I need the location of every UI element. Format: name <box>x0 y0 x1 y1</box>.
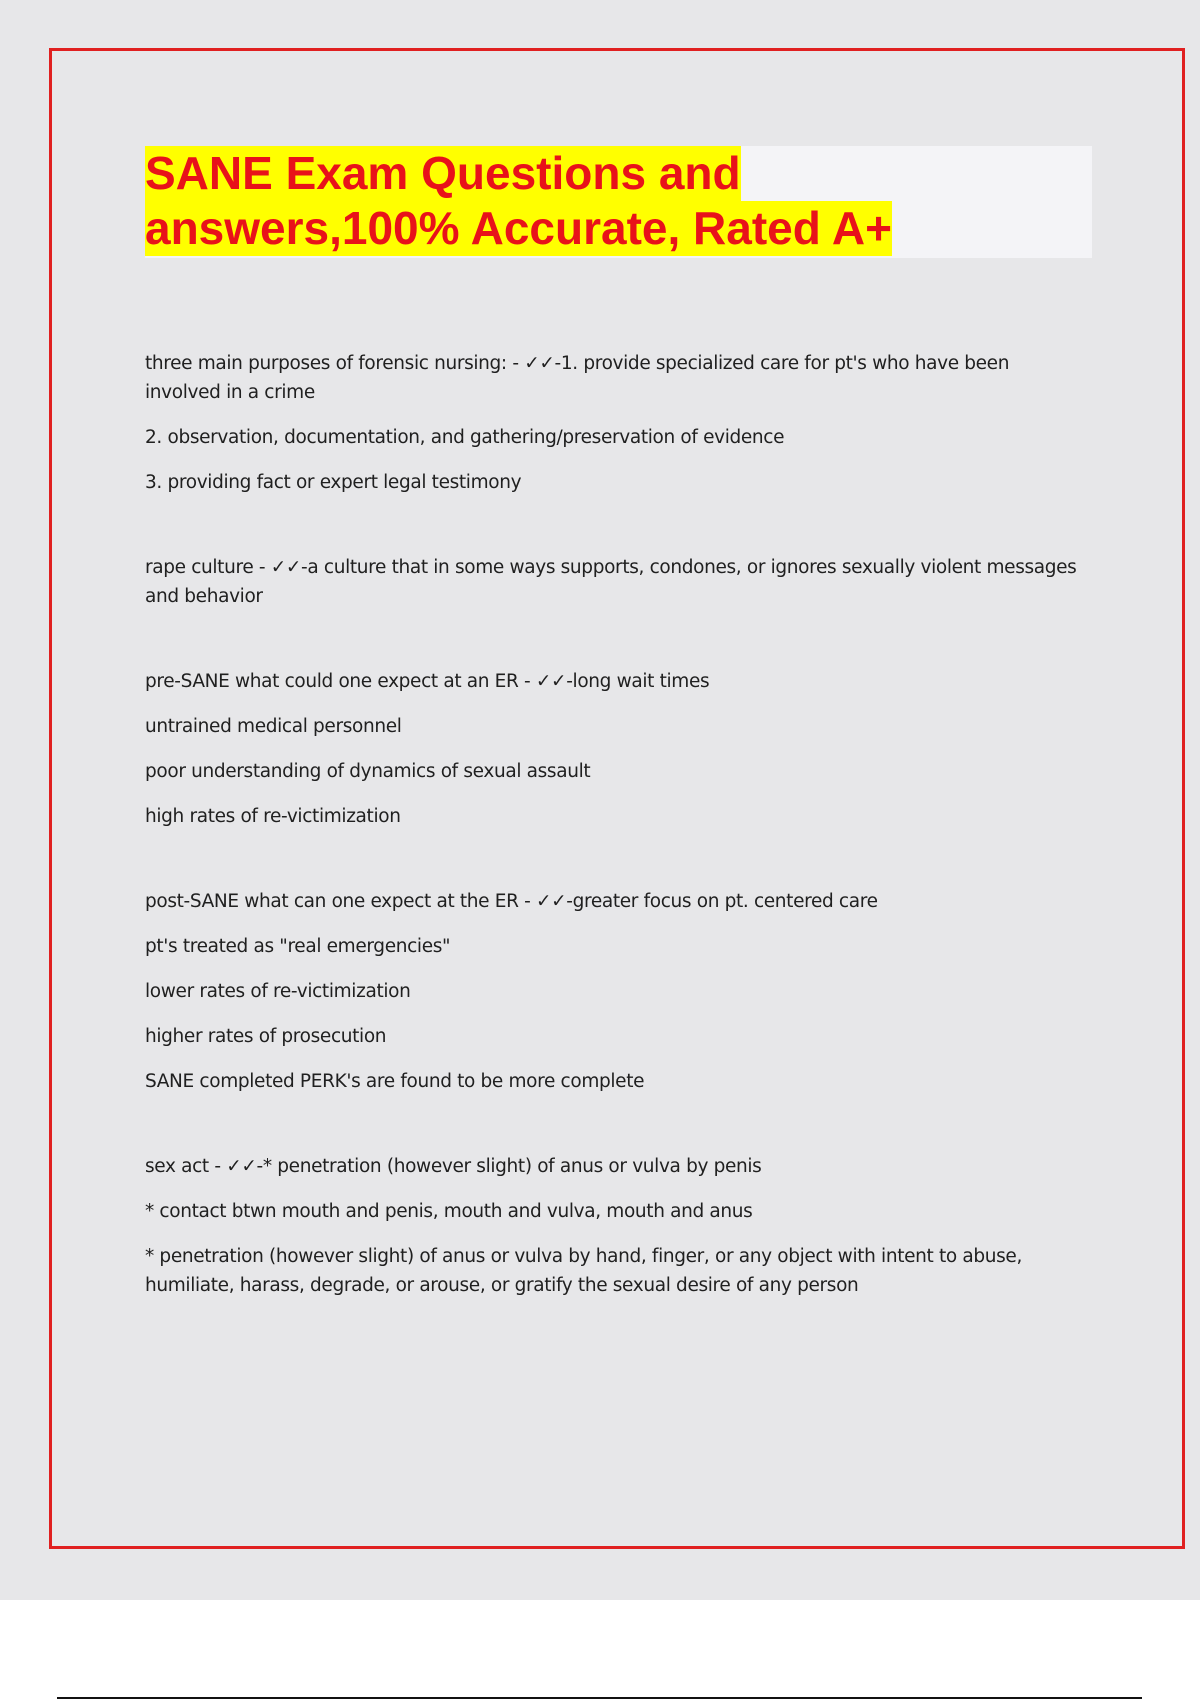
answer-line: higher rates of prosecution <box>145 1026 387 1047</box>
answer-text: * penetration (however slight) of anus or vulva by penis <box>262 1156 762 1177</box>
question-text: sex act <box>145 1156 209 1177</box>
qa-item <box>145 349 1085 497</box>
answer-text: long wait times <box>572 671 710 692</box>
check-separator: - ✓✓- <box>518 671 573 692</box>
question-text: post-SANE what can one expect at the ER <box>145 891 519 912</box>
check-separator: - ✓✓- <box>208 1156 263 1177</box>
answer-line: lower rates of re-victimization <box>145 981 411 1002</box>
qa-item <box>145 553 1085 611</box>
qa-item <box>145 667 1085 831</box>
bottom-divider <box>57 1697 1142 1699</box>
answer-text: a culture that in some ways supports, condones, or ignores sexually violent messages and behavior <box>145 557 1077 607</box>
answer-text: 1. provide specialized care for pt's who have been involved in a crime <box>145 353 1010 403</box>
answer-line: * penetration (however slight) of anus or vulva by hand, finger, or any object with intent to abuse, humiliate, harass, degrade, or arouse, or gratify the sexual desire of any person <box>145 1246 1022 1296</box>
answer-line: 2. observation, documentation, and gathering/preservation of evidence <box>145 427 785 448</box>
answer-line: 3. providing fact or expert legal testimony <box>145 472 522 493</box>
qa-question-line <box>145 667 1085 696</box>
qa-question-line <box>145 887 1085 916</box>
question-text: rape culture <box>145 557 254 578</box>
qa-item <box>145 887 1085 1096</box>
question-text: pre-SANE what could one expect at an ER <box>145 671 519 692</box>
answer-line: pt's treated as "real emergencies" <box>145 936 451 957</box>
question-text: three main purposes of forensic nursing: <box>145 353 507 374</box>
check-separator: - ✓✓- <box>518 891 573 912</box>
qa-item <box>145 1152 1085 1300</box>
answer-text: greater focus on pt. centered care <box>572 891 878 912</box>
document-title-text: SANE Exam Questions and answers,100% Accurate, Rated A+ <box>145 147 893 254</box>
qa-question-line <box>145 553 1085 611</box>
answer-line: high rates of re-victimization <box>145 806 401 827</box>
answer-line: * contact btwn mouth and penis, mouth and vulva, mouth and anus <box>145 1201 753 1222</box>
qa-question-line <box>145 1152 1085 1181</box>
check-separator: - ✓✓- <box>253 557 308 578</box>
check-separator: - ✓✓- <box>506 353 561 374</box>
qa-list <box>145 349 1085 1356</box>
document-title <box>145 146 965 256</box>
answer-line: untrained medical personnel <box>145 716 402 737</box>
qa-question-line <box>145 349 1085 407</box>
answer-line: SANE completed PERK's are found to be more complete <box>145 1071 645 1092</box>
answer-line: poor understanding of dynamics of sexual assault <box>145 761 591 782</box>
